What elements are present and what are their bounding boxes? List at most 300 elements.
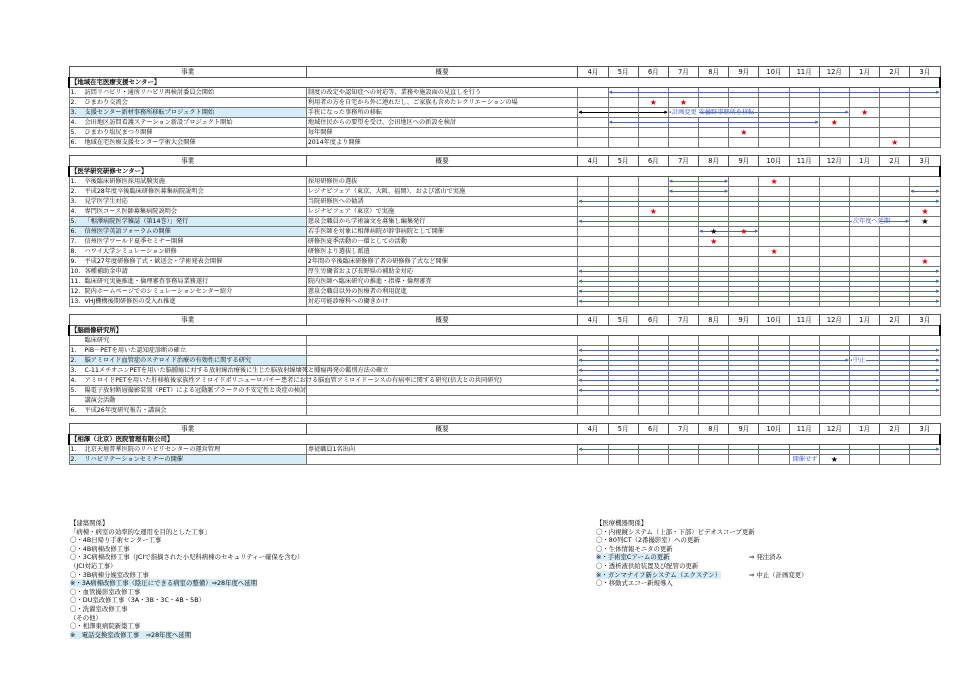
notes-line	[70, 562, 303, 571]
month-cell	[699, 287, 729, 297]
month-cell	[789, 277, 819, 287]
month-cell	[668, 207, 698, 217]
month-cell	[789, 336, 819, 346]
month-cell	[789, 237, 819, 247]
month-cell	[880, 257, 910, 267]
header-month: 7月	[668, 315, 698, 326]
month-cell	[638, 287, 668, 297]
schedule-bar	[579, 370, 607, 371]
schedule-bar	[639, 291, 668, 292]
month-cell	[638, 297, 668, 307]
month-cell	[608, 267, 638, 277]
schedule-bar	[639, 112, 667, 113]
month-cell	[759, 455, 789, 465]
header-month: 12月	[819, 156, 849, 167]
row-item-label: 各種補助金申請	[84, 268, 128, 275]
month-cell	[819, 277, 849, 287]
schedule-bar	[669, 380, 698, 381]
row-number: 3.	[70, 367, 77, 374]
notes-line-text: 〇・4B病棟改修工事	[70, 544, 130, 553]
notes-line	[596, 528, 755, 537]
schedule-bar	[850, 390, 879, 391]
row-number: 5.	[70, 218, 77, 225]
month-cell	[910, 247, 940, 257]
header-month: 8月	[699, 156, 729, 167]
row-number: 1.	[70, 446, 77, 453]
notes-line-text: 〇・4B日帰り手術センター工事	[70, 536, 162, 545]
schedule-bar	[820, 221, 849, 222]
table-header-row	[69, 424, 940, 435]
month-cell	[910, 386, 940, 396]
month-cell	[729, 257, 759, 267]
schedule-bar	[910, 271, 938, 272]
month-cell	[910, 406, 940, 416]
month-cell	[910, 287, 940, 297]
month-cell	[638, 237, 668, 247]
month-cell	[608, 396, 638, 406]
month-cell	[759, 376, 789, 386]
table-row	[69, 346, 940, 356]
month-cell	[729, 217, 759, 227]
month-cell	[880, 406, 910, 416]
header-month: 12月	[819, 67, 849, 78]
schedule-bar	[639, 301, 668, 302]
month-cell	[880, 336, 910, 346]
month-cell	[759, 98, 789, 108]
schedule-bar	[729, 122, 758, 123]
month-cell	[880, 88, 910, 98]
month-cell	[699, 267, 729, 277]
month-cell	[729, 386, 759, 396]
month-cell	[759, 356, 789, 366]
month-cell	[668, 336, 698, 346]
month-cell	[729, 237, 759, 247]
schedule-bar	[729, 291, 758, 292]
row-item	[69, 108, 306, 118]
header-month: 5月	[608, 67, 638, 78]
schedule-bar	[790, 291, 819, 292]
month-cell	[880, 118, 910, 128]
month-cell	[729, 187, 759, 197]
row-item	[69, 197, 306, 207]
month-cell	[699, 207, 729, 217]
month-cell	[789, 356, 819, 366]
row-item	[69, 237, 306, 247]
notes-line-text: 〇・3B病棟分娩室改修工事	[70, 570, 149, 579]
row-item	[69, 455, 306, 465]
schedule-bar	[850, 449, 879, 450]
month-cell	[578, 138, 608, 148]
month-cell	[880, 267, 910, 277]
schedule-bar	[910, 301, 938, 302]
row-item	[69, 267, 306, 277]
month-cell	[699, 297, 729, 307]
month-cell	[849, 257, 879, 267]
schedule-bar	[759, 350, 788, 351]
month-cell	[668, 386, 698, 396]
row-number: 2.	[70, 99, 77, 106]
table-row	[69, 247, 940, 257]
schedule-bar	[639, 380, 668, 381]
row-item	[69, 177, 306, 187]
month-cell	[608, 356, 638, 366]
month-cell	[880, 138, 910, 148]
header-month: 6月	[638, 156, 668, 167]
notes-line-status: ⇒ 中止（計画変更）	[749, 570, 808, 579]
header-month: 10月	[759, 67, 789, 78]
schedule-bar	[669, 390, 698, 391]
month-cell	[699, 257, 729, 267]
header-desc: 概要	[306, 315, 578, 326]
row-item-label: 平成26年度研究報告・講演会	[84, 407, 167, 414]
header-month: 9月	[729, 315, 759, 326]
month-cell	[759, 257, 789, 267]
schedule-bar	[759, 112, 788, 113]
row-item-label: 卒後臨床研修医採用試験実施	[84, 178, 165, 185]
month-cell	[880, 386, 910, 396]
header-month: 12月	[819, 424, 849, 435]
schedule-bar	[699, 271, 728, 272]
notes-line	[596, 570, 808, 580]
row-desc: 慈泉会職員から学術論文を募集し編集発行	[306, 217, 578, 227]
month-cell	[849, 396, 879, 406]
schedule-bar	[790, 350, 819, 351]
month-cell	[668, 356, 698, 366]
row-number: 4.	[70, 208, 77, 215]
month-cell	[759, 277, 789, 287]
schedule-bar	[729, 92, 758, 93]
month-cell	[759, 366, 789, 376]
month-cell	[759, 406, 789, 416]
table-row	[69, 406, 940, 416]
notes-line-text: 〇・相澤東病院新築工事	[70, 622, 141, 631]
month-cell	[849, 356, 879, 366]
header-month: 1月	[849, 67, 879, 78]
schedule-bar	[669, 221, 698, 222]
month-cell	[849, 187, 879, 197]
table-row	[69, 98, 940, 108]
schedule-bar	[790, 201, 819, 202]
schedule-bar	[820, 370, 849, 371]
schedule-bar	[669, 281, 698, 282]
schedule-bar	[579, 271, 607, 272]
month-cell	[849, 207, 879, 217]
header-month: 10月	[759, 156, 789, 167]
month-cell	[819, 297, 849, 307]
month-cell	[578, 227, 608, 237]
schedule-bar	[729, 271, 758, 272]
schedule-bar	[669, 350, 698, 351]
row-item-label: 見学医学生対応	[84, 198, 128, 205]
header-month: 2月	[880, 67, 910, 78]
row-desc: レジナビフェア（東京）で実施	[306, 207, 578, 217]
month-cell	[668, 138, 698, 148]
row-desc: 2年間の卒後臨床研修修了者の研修修了式など開催	[306, 257, 578, 267]
month-cell	[880, 237, 910, 247]
schedule-bar	[669, 271, 698, 272]
notes-line	[70, 536, 303, 545]
schedule-bar	[820, 380, 849, 381]
month-cell	[819, 376, 849, 386]
table-row	[69, 455, 940, 465]
table-row	[69, 88, 940, 98]
month-cell	[638, 455, 668, 465]
schedule-bar	[699, 221, 728, 222]
month-cell	[668, 227, 698, 237]
month-cell	[608, 138, 638, 148]
month-cell	[578, 445, 608, 455]
row-item-label: 信州医学英語フォーラムの開催	[84, 228, 171, 235]
header-month: 11月	[789, 315, 819, 326]
header-month: 6月	[638, 315, 668, 326]
equipment-notes	[596, 519, 808, 588]
schedule-bar	[579, 360, 607, 361]
schedule-bar	[579, 221, 607, 222]
month-cell	[668, 237, 698, 247]
month-cell	[789, 217, 819, 227]
table-row	[69, 227, 940, 237]
month-cell	[880, 376, 910, 386]
month-cell	[819, 227, 849, 237]
notes-line-text: 〇・3C病棟改修工事（JCIで指摘された小児科病棟のセキュリティー確保を含む）	[70, 553, 304, 562]
schedule-table	[68, 66, 941, 148]
month-cell	[849, 336, 879, 346]
table-row	[69, 217, 940, 227]
schedule-bar	[639, 350, 668, 351]
schedule-bar	[729, 380, 758, 381]
row-number: 13.	[70, 298, 81, 305]
milestone-star-icon: ★	[921, 257, 929, 266]
schedule-bar	[669, 360, 698, 361]
row-item-label: 専門医コース医師募集病院説明会	[84, 208, 178, 215]
header-month: 10月	[759, 315, 789, 326]
schedule-bar	[910, 92, 938, 93]
schedule-bar	[639, 271, 668, 272]
month-cell	[638, 98, 668, 108]
month-cell	[668, 287, 698, 297]
month-cell	[880, 197, 910, 207]
month-cell	[608, 287, 638, 297]
row-number: 7.	[70, 238, 77, 245]
schedule-bar	[639, 201, 668, 202]
row-item	[69, 207, 306, 217]
month-cell	[729, 98, 759, 108]
schedule-bar	[820, 360, 848, 361]
schedule-bar	[880, 201, 909, 202]
notes-line-text: 〇・生体情報モニタの更新	[596, 544, 673, 553]
month-cell	[819, 108, 849, 118]
schedule-bar	[790, 221, 819, 222]
month-cell	[638, 138, 668, 148]
notes-title: 【医療機器関係】	[596, 519, 648, 527]
schedule-bar	[729, 201, 758, 202]
schedule-bar	[850, 271, 879, 272]
header-month: 8月	[699, 315, 729, 326]
row-item	[69, 217, 306, 227]
row-number: 3.	[70, 109, 77, 116]
month-cell	[668, 297, 698, 307]
milestone-star-icon: ★	[740, 128, 748, 137]
row-item	[69, 297, 306, 307]
row-item-label: 臨床研究	[84, 337, 110, 344]
month-cell	[759, 247, 789, 257]
schedule-bar	[609, 112, 638, 113]
schedule-note: 中止	[852, 357, 866, 364]
header-desc: 概要	[306, 424, 578, 435]
month-cell	[668, 257, 698, 267]
milestone-star-icon: ★	[710, 227, 718, 236]
month-cell	[608, 88, 638, 98]
header-item: 事業	[69, 424, 306, 435]
month-cell	[910, 118, 940, 128]
month-cell	[789, 88, 819, 98]
notes-line-text: ※・ガンマナイフ新システム（エクステン）	[596, 570, 721, 579]
month-cell	[608, 277, 638, 287]
month-cell	[578, 366, 608, 376]
schedule-bar	[850, 201, 879, 202]
header-month: 9月	[729, 424, 759, 435]
month-cell	[910, 108, 940, 118]
header-month: 12月	[819, 315, 849, 326]
milestone-star-icon: ★	[770, 247, 778, 256]
schedule-bar	[579, 281, 607, 282]
schedule-bar	[850, 281, 879, 282]
month-cell	[759, 187, 789, 197]
table-row	[69, 197, 940, 207]
month-cell	[759, 217, 789, 227]
month-cell	[910, 445, 940, 455]
row-item	[69, 128, 306, 138]
section-title: 【医学研究研修センター】	[69, 167, 940, 177]
month-cell	[608, 376, 638, 386]
month-cell	[789, 118, 819, 128]
month-cell	[668, 88, 698, 98]
month-cell	[578, 455, 608, 465]
month-cell	[880, 445, 910, 455]
month-cell	[849, 386, 879, 396]
month-cell	[849, 98, 879, 108]
schedule-bar	[669, 301, 698, 302]
row-item	[69, 98, 306, 108]
month-cell	[789, 197, 819, 207]
month-cell	[819, 287, 849, 297]
month-cell	[819, 207, 849, 217]
month-cell	[699, 227, 729, 237]
month-cell	[759, 138, 789, 148]
row-item	[69, 247, 306, 257]
section-title-row	[69, 326, 940, 336]
schedule-bar	[790, 380, 819, 381]
notes-line	[70, 528, 303, 537]
schedule-bar	[790, 112, 819, 113]
month-cell	[578, 336, 608, 346]
schedule-note: 次年度へ延期	[852, 218, 891, 225]
schedule-bar	[609, 271, 638, 272]
schedule-bar	[880, 350, 909, 351]
schedule-bar	[579, 301, 607, 302]
month-cell	[729, 346, 759, 356]
header-month: 5月	[608, 315, 638, 326]
schedule-bar	[820, 390, 849, 391]
month-cell	[608, 455, 638, 465]
notes-line	[596, 536, 755, 545]
month-cell	[759, 336, 789, 346]
month-cell	[668, 98, 698, 108]
milestone-star-icon: ★	[891, 138, 899, 147]
month-cell	[608, 98, 638, 108]
month-cell	[578, 277, 608, 287]
month-cell	[910, 128, 940, 138]
month-cell	[759, 207, 789, 217]
schedule-bar	[610, 92, 638, 93]
schedule-bar	[759, 201, 788, 202]
row-number: 5.	[70, 129, 77, 136]
table-row	[69, 108, 940, 118]
notes-line	[596, 579, 755, 588]
row-item-label: 陽電子放射断層撮影装置（PET）による冠動脈プラークの不安定性と炎症の検討	[84, 387, 307, 394]
header-month: 4月	[578, 424, 608, 435]
row-desc: 対応可能診療科への働きかけ	[306, 297, 578, 307]
notes-line	[70, 614, 303, 623]
row-number: 10.	[70, 268, 81, 275]
month-cell	[880, 366, 910, 376]
month-cell	[578, 287, 608, 297]
row-item	[69, 227, 306, 237]
month-cell	[849, 247, 879, 257]
month-cell	[819, 336, 849, 346]
row-desc	[306, 376, 578, 386]
month-cell	[880, 287, 910, 297]
month-cell	[880, 247, 910, 257]
month-cell	[699, 356, 729, 366]
month-cell	[789, 138, 819, 148]
header-month: 9月	[729, 67, 759, 78]
month-cell	[578, 396, 608, 406]
month-cell	[759, 346, 789, 356]
schedule-table	[68, 155, 941, 307]
month-cell	[789, 207, 819, 217]
schedule-bar	[699, 350, 728, 351]
schedule-bar	[850, 92, 879, 93]
row-item-label: 訪問リハビリ・通所リハビリ再検討委員会開始	[84, 89, 215, 96]
row-number: 8.	[70, 248, 77, 255]
month-cell	[910, 88, 940, 98]
month-cell	[578, 207, 608, 217]
month-cell	[849, 346, 879, 356]
month-cell	[789, 297, 819, 307]
schedule-bar	[609, 281, 638, 282]
header-month: 2月	[880, 315, 910, 326]
month-cell	[699, 88, 729, 98]
month-cell	[668, 217, 698, 227]
schedule-bar	[850, 350, 879, 351]
header-item: 事業	[69, 67, 306, 78]
schedule-bar	[759, 390, 788, 391]
schedule-bar	[669, 449, 698, 450]
table-row	[69, 336, 940, 346]
month-cell	[699, 98, 729, 108]
month-cell	[668, 376, 698, 386]
month-cell	[699, 138, 729, 148]
schedule-bar	[759, 122, 788, 123]
row-item-label: 地域在宅医療支援センター学術大会開催	[84, 139, 196, 146]
schedule-bar	[639, 360, 668, 361]
month-cell	[699, 396, 729, 406]
schedule-bar	[579, 449, 607, 450]
header-month: 8月	[699, 67, 729, 78]
month-cell	[668, 455, 698, 465]
month-cell	[668, 118, 698, 128]
